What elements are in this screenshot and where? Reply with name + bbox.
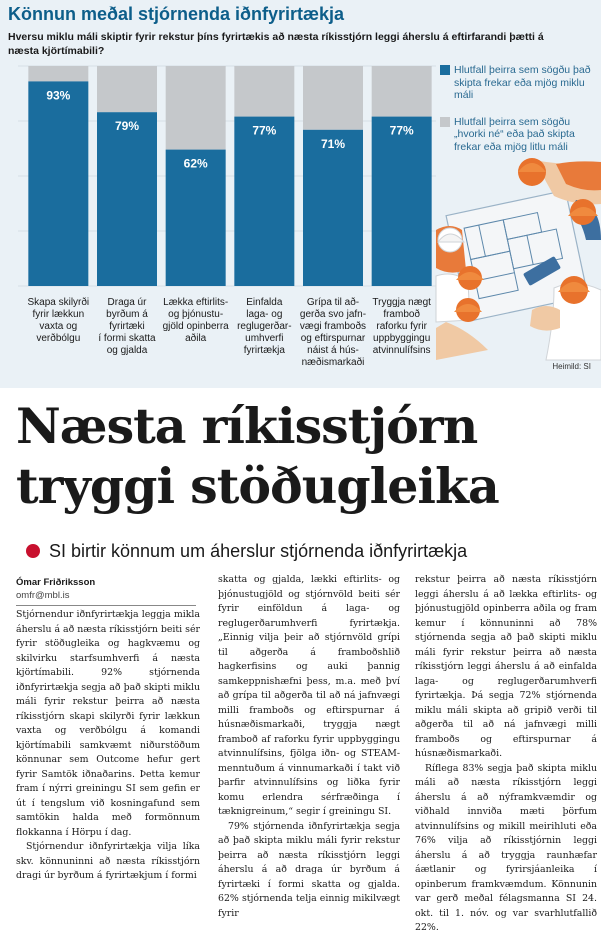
x-tick-label: Grípa til að-gerða svo jafn-vægi framboðs og eftirspurnar náist á hús-næðismarkaði <box>299 297 367 368</box>
bar-important <box>28 81 88 286</box>
chart-title: Könnun meðal stjórnenda iðnfyrirtækja <box>8 4 345 24</box>
legend-item-important <box>440 64 598 102</box>
headline-line-1: Næsta ríkisstjórn <box>16 397 478 455</box>
bullet-dot-icon <box>26 544 40 558</box>
legend-label-important: Hlutfall þeirra sem sögðu það skipta frekar eða mjög miklu máli <box>454 64 591 101</box>
paragraph: Stjórnendur iðnfyrirtækja vilja líka skv. könnuninni að næsta ríkisstjórn dragi úr byrðum á fyrirtækjum í formi <box>16 841 200 881</box>
x-tick-label: Skapa skilyrði fyrir lækkun vaxta og verðbólgu <box>27 297 90 344</box>
article-column-2 <box>218 573 400 921</box>
bar-value-label: 77% <box>252 123 277 138</box>
legend-label-unimportant: Hlutfall þeirra sem sögðu „hvorki né“ eða það skipta frekar eða mjög litlu máli <box>454 115 575 153</box>
chart-legend <box>440 64 598 167</box>
author-email: omfr@mbl.is <box>16 590 70 601</box>
byline <box>16 576 95 602</box>
x-tick-label: Lækka eftirlits-og þjónustu-gjöld opinberra aðila <box>162 297 229 344</box>
article-column-1 <box>16 608 200 884</box>
bar-unimportant <box>28 66 88 81</box>
bar-value-label: 79% <box>114 119 140 134</box>
author-name: Ómar Friðriksson <box>16 577 96 588</box>
headline-line-2: tryggi stöðugleika <box>16 457 499 515</box>
x-tick-label: Einfalda laga- og reglugerðar-umhverfi fyrirtækja <box>237 297 292 356</box>
paragraph: rekstur þeirra að næsta ríkisstjórn leggi áherslu á að lækka eftirlits- og þjónustugjöld opinberra aðila og fram kemur í könnuninni að 78% stjórnenda segja að það skipti miklu máli fyrir rekstur þeirra að næsta ríkisstjórn leggi áherslu á að einfalda laga- og reglugerðarumhverfi fyrirtækja. Þá segja 72% stjórnenda miklu máli skipta að gripið verði til aðgerða til að ná jafnvægi milli framboðs og eftirspurnar á húsnæðismarkaði. <box>415 574 597 759</box>
paragraph: Ríflega 83% segja það skipta miklu máli að næsta ríkisstjórn leggi áherslu á að nýframkvæmdir og viðhald innviða mæti þörfum atvinnulífsins og mikill meirihluti eða 76% vilja að ríkisstjórnin leggi áherslu á að tryggja raunhæfar áætlanir og fyrirsjáanleika í opinberum framkvæmdum. Könnunin var gerð meðal félagsmanna SI 24. okt. til 1. nóv. og var svarhlutfallið 22%. <box>415 762 597 933</box>
bar-chart <box>0 66 436 388</box>
bar-unimportant <box>303 66 363 130</box>
article-column-3 <box>415 573 597 936</box>
headline <box>16 396 591 516</box>
chart-subtitle: Hversu miklu máli skiptir fyrir rekstur þíns fyrirtækis að næsta ríkisstjórn leggi áherslu á eftirfarandi þætti á næsta kjörtímabili? <box>8 31 544 57</box>
source-note: Heimild: SI <box>552 362 591 371</box>
paragraph: Stjórnendur iðnfyrirtækja leggja mikla áherslu á að næsta ríkisstjórn beiti sér fyrir stöðugleika og hagkvæmu og skilvirku starfsumhverfi á næsta kjörtímabili. 92% stjórnenda iðnfyrirtækja segja að það skipti miklu máli fyrir rekstur þeirra að næsta ríkisstjórn skapi skilyrði fyrir lækkun vaxta og verðbólgu á komandi kjörtímabili samkvæmt niðurstöðum könnunar sem Outcome hefur gert fyrir Samtök iðnaðarins. Þetta kemur fram í nýrri greiningu SI sem gefin er út í tengslum við kosningafund sem samtökin halda með formönnum flokkanna í Hörpu í dag. <box>16 609 200 838</box>
subheadline <box>26 541 467 562</box>
legend-swatch-blue <box>440 65 450 75</box>
bar-important <box>234 117 294 286</box>
legend-swatch-grey <box>440 117 450 127</box>
legend-item-unimportant <box>440 116 598 154</box>
paragraph: 79% stjórnenda iðnfyrirtækja segja að það skipta miklu máli fyrir rekstur þeirra að næsta ríkisstjórn leggi áherslu á að draga úr byrðum á fyrirtæki í formi skatta og gjalda. 62% stjórnenda telja einnig mikilvægt fyrir <box>218 820 400 919</box>
bar-important <box>303 130 363 286</box>
subheadline-text: SI birtir könnum um áherslur stjórnenda iðnfyrirtækja <box>49 541 468 561</box>
construction-workers-illustration <box>436 160 601 360</box>
x-tick-label: Tryggja nægt framboð raforku fyrir uppbyggingu atvinnulífsins <box>372 297 431 356</box>
bar-important <box>97 112 157 286</box>
bar-unimportant <box>97 66 157 112</box>
bar-value-label: 93% <box>46 88 71 103</box>
bar-unimportant <box>234 66 294 117</box>
paragraph: skatta og gjalda, lækki eftirlits- og þjónustugjöld og stjórnvöld beiti sér fyrir einföldun á laga- og reglugerðarumhverfi fyrirtækja. „Einnig vilja þeir að stjórnvöld grípi til aðgerða á framboðshlið hagkerfisins og auki þannig samkeppnishæfni þess, m.a. með því að grípa til aðgerða til að ná jafnvægi milli framboðs og eftirspurnar á húsnæðismarkaði, tryggja nægt framboð af raforku fyrir uppbyggingu atvinnulífsins, fjölga iðn- og STEAM-menntuðum á vinnumarkaði í takt við þarfir atvinnulífsins og liðka fyrir komu erlendra sérfræðinga í tæknigreinum,“ segir í greiningu SI. <box>218 574 400 817</box>
bar-unimportant <box>372 66 432 117</box>
byline-divider <box>16 605 196 606</box>
bar-unimportant <box>166 66 226 150</box>
x-tick-label: Draga úr byrðum á fyrirtæki í formi skatta og gjalda <box>98 297 156 356</box>
bar-value-label: 71% <box>320 136 346 151</box>
bar-value-label: 77% <box>389 123 414 138</box>
bar-value-label: 62% <box>183 156 208 171</box>
infographic <box>0 0 601 388</box>
bar-important <box>372 117 432 286</box>
